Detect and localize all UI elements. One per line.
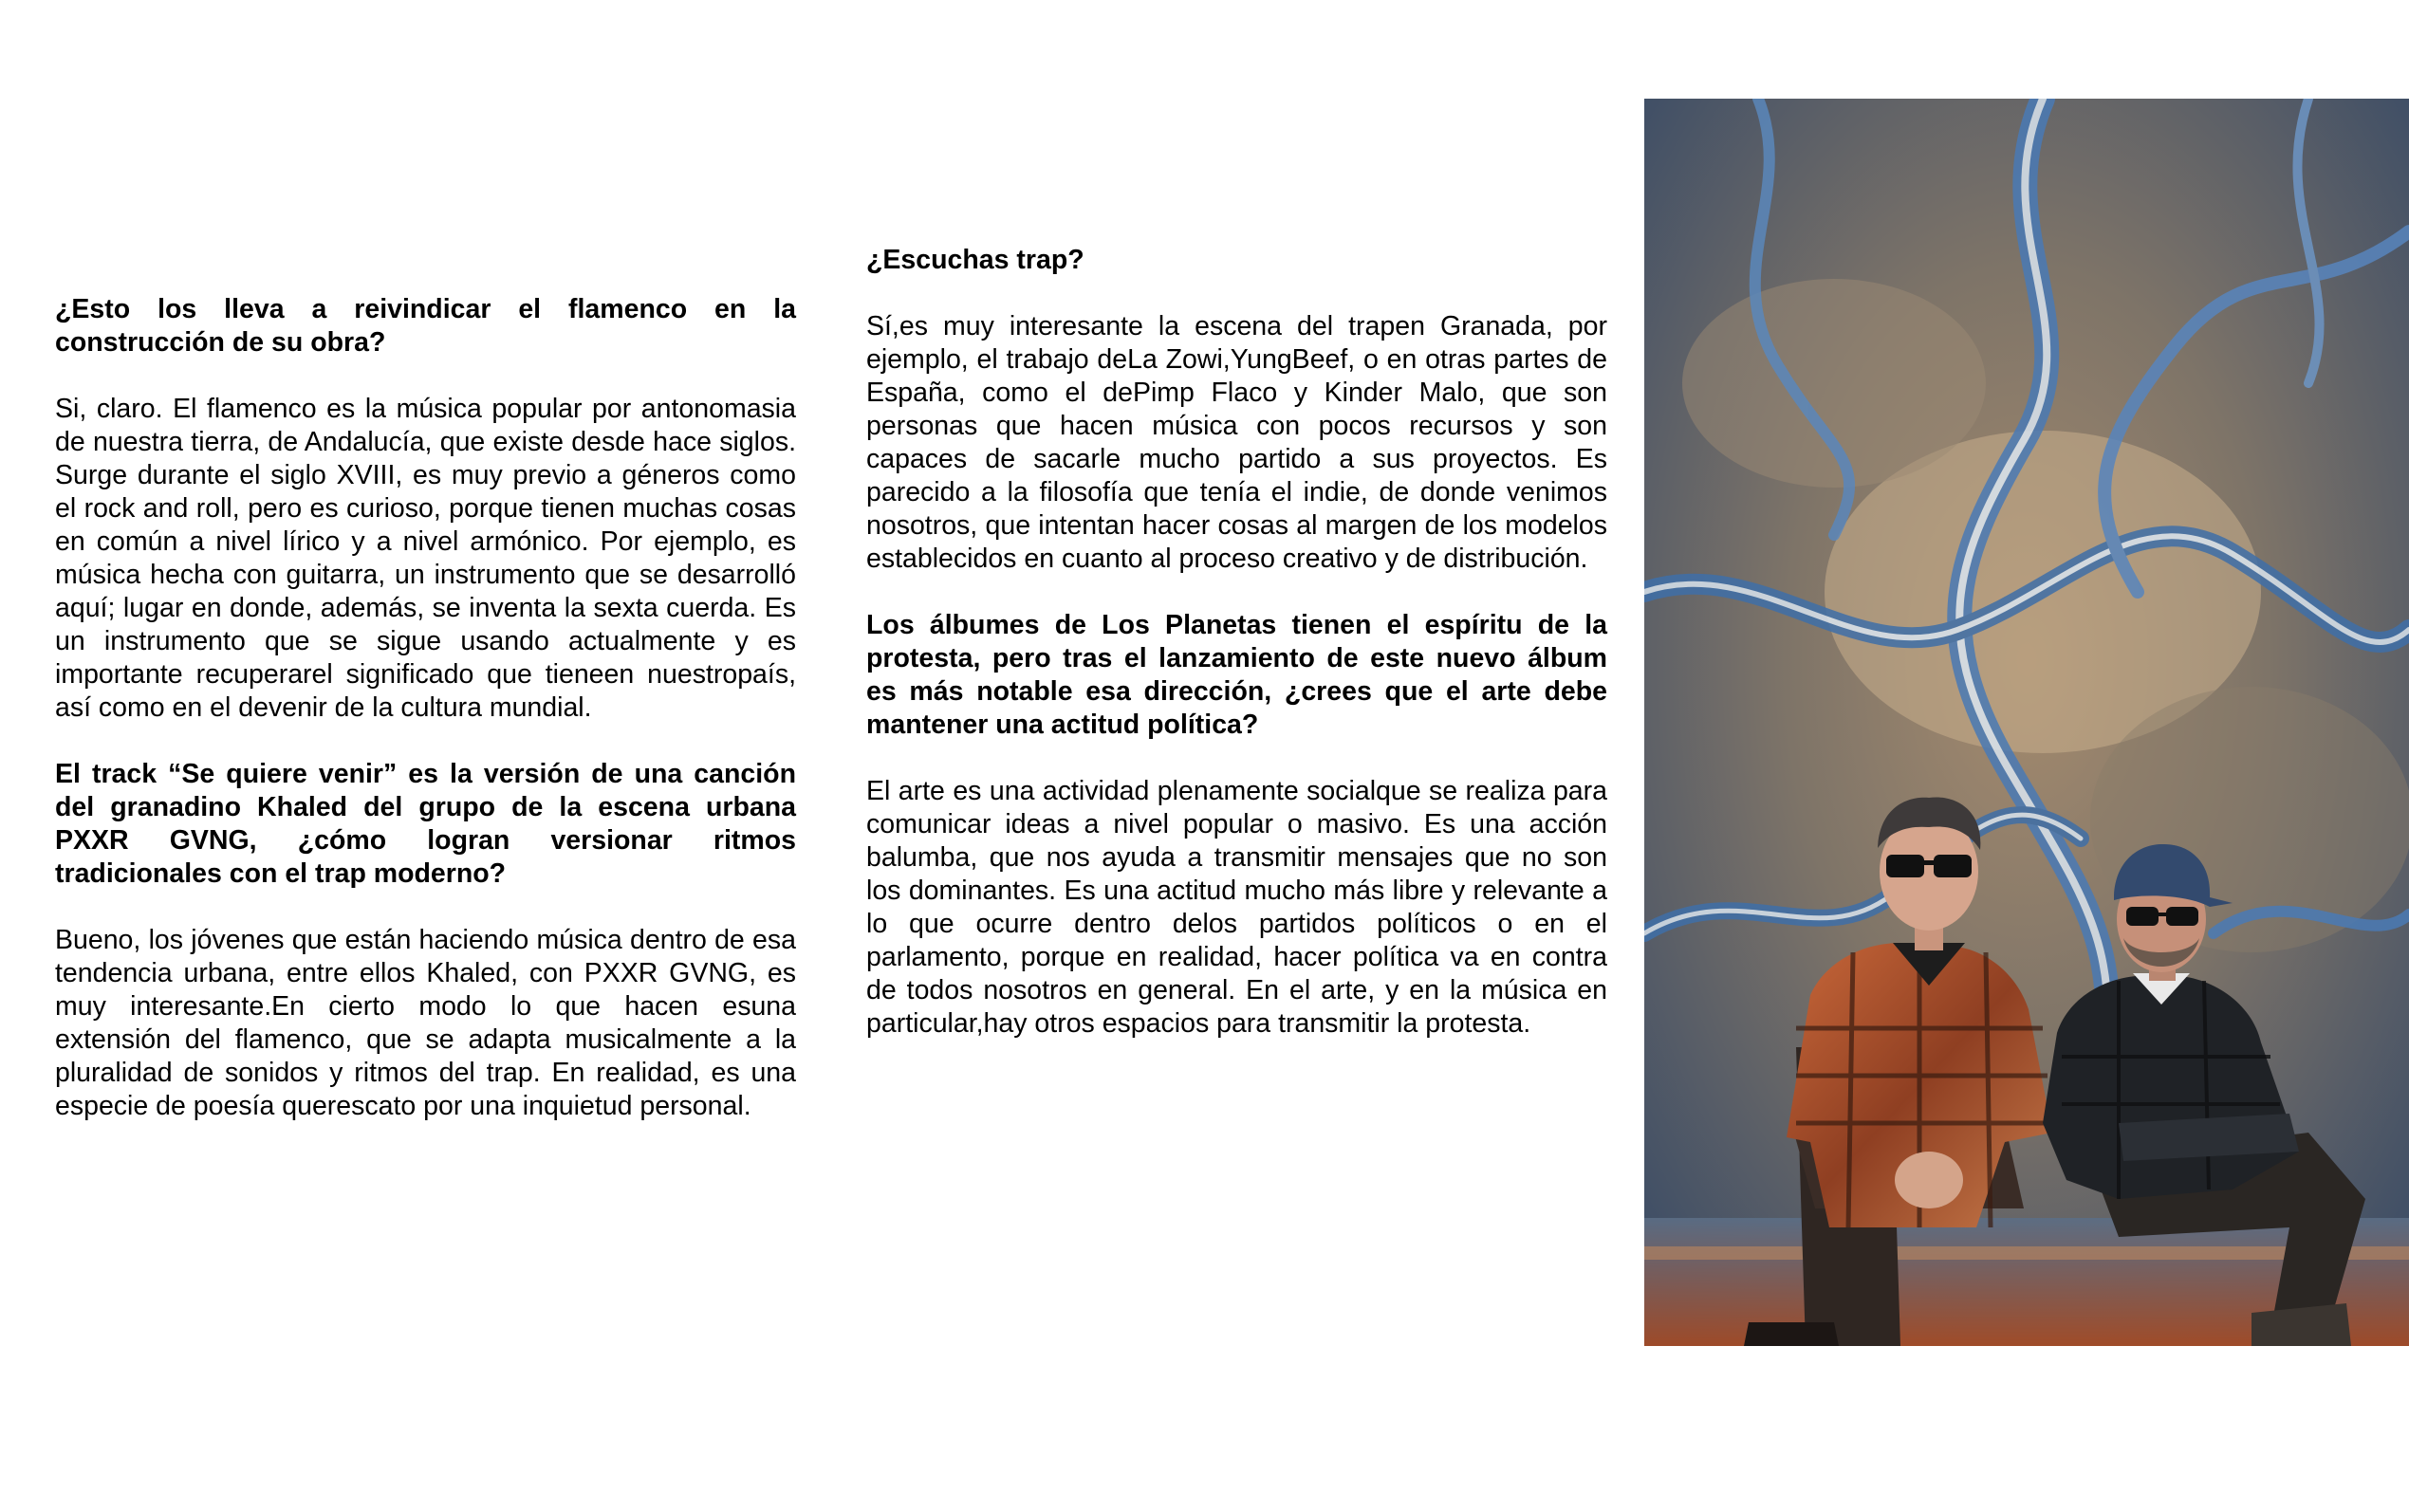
band-photo-illustration [1644, 99, 2409, 1346]
question-trap: ¿Escuchas trap? [866, 245, 1084, 275]
answer-flamenco: Si, claro. El flamenco es la música popular por antonomasia de nuestra tierra, de Andalucía, que existe desde hace siglos. Surge durante el siglo XVIII, es muy previo a géneros como el rock and roll, pero es curioso, porque tienen muchas cosas en común a nivel lírico y a nivel armónico. Por ejemplo, es música hecha con guitarra, un instrumento que se desarrolló aquí; lugar en donde, además, se inventa la sexta cuerda. Es un instrumento que se sigue usando actualmente y es importante recuperarel significado que tieneen nuestropaís, así como en el devenir de la cultura mundial. [55, 394, 796, 723]
answer-trap: Sí,es muy interesante la escena del trapen Granada, por ejemplo, el trabajo deLa Zowi,YungBeef, o en otras partes de España, como el dePimp Flaco y Kinder Malo, que son personas que hacen música con pocos recursos y son capaces de sacarle mucho partido a sus proyectos. Es parecido a la filosofía que tenía el indie, de donde venimos nosotros, que intentan hacer cosas al margen de los modelos establecidos en cuanto al proceso creativo y de distribución. [866, 311, 1607, 574]
question-flamenco: ¿Esto los lleva a reivindicar el flamenco en la construcción de su obra? [55, 294, 796, 358]
answer-track: Bueno, los jóvenes que están haciendo música dentro de esa tendencia urbana, entre ellos Khaled, con PXXR GVNG, es muy interesante.En cierto modo lo que hacen esuna extensión del flamenco, que se adapta musicalmente a la pluralidad de sonidos y ritmos del trap. En realidad, es una especie de poesía querescato por una inquietud personal. [55, 925, 796, 1121]
band-photo [1644, 99, 2409, 1346]
question-track: El track “Se quiere venir” es la versión de una canción del granadino Khaled del grupo de la escena urbana PXXR GVNG, ¿cómo logran versionar ritmos tradicionales con el trap moderno? [55, 759, 796, 889]
left-column [55, 293, 796, 1123]
middle-column [866, 244, 1607, 1041]
question-politics: Los álbumes de Los Planetas tienen el espíritu de la protesta, pero tras el lanzamiento de este nuevo álbum es más notable esa dirección, ¿crees que el arte debe mantener una actitud política? [866, 610, 1607, 740]
answer-politics: El arte es una actividad plenamente socialque se realiza para comunicar ideas a nivel popular o masivo. Es una acción balumba, que nos ayuda a transmitir mensajes que no son los dominantes. Es una actitud mucho más libre y relevante a lo que ocurre dentro delos partidos políticos o en el parlamento, porque en realidad, hacer política va en contra de todos nosotros en general. En el arte, y en la música en particular,hay otros espacios para transmitir la protesta. [866, 776, 1607, 1039]
